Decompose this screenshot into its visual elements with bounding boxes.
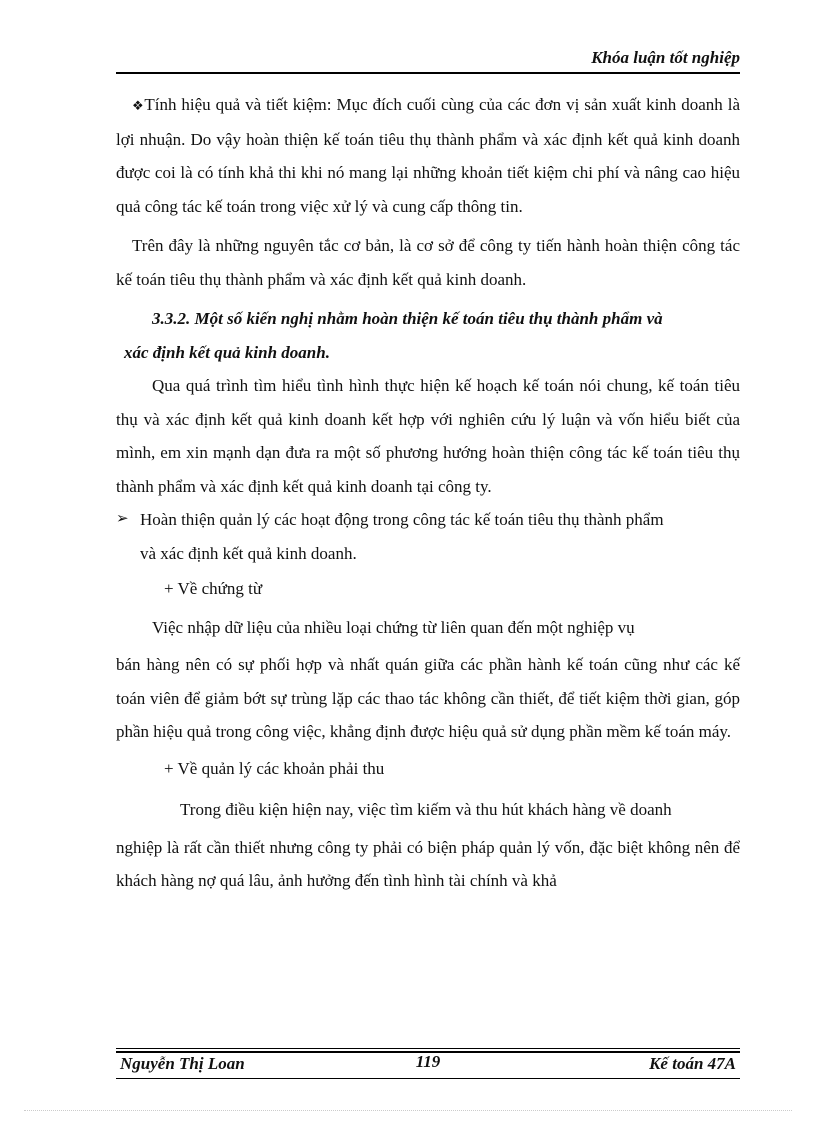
diamond-bullet-icon: ❖ (132, 98, 145, 113)
page-edge-dotted-line (24, 1110, 792, 1111)
footer-page-number: 119 (415, 1052, 441, 1071)
header-divider (116, 72, 740, 74)
paragraph-principles: Trên đây là những nguyên tắc cơ bản, là cơ sở để công ty tiến hành hoàn thiện công tác kế toán tiêu thụ thành phẩm và xác định kết quả kinh doanh. (116, 236, 740, 289)
bullet-item (116, 503, 740, 570)
paragraph-efficiency (116, 88, 740, 223)
section-heading-line1: 3.3.2. Một số kiến nghị nhằm hoàn thiện kế toán tiêu thụ thành phẩm và (152, 309, 663, 328)
page-body (116, 88, 740, 898)
paragraph-efficiency-text: Tính hiệu quả và tiết kiệm: Mục đích cuối cùng của các đơn vị sản xuất kinh doanh là lợi nhuận. Do vậy hoàn thiện kế toán tiêu thụ thành phẩm và xác định kết quả kinh doanh được coi là có tính khả thi khi nó mang lại những khoản tiết kiệm chi phí và nâng cao hiệu quả công tác kế toán trong việc xử lý và cung cấp thông tin. (116, 95, 741, 216)
paragraph-documents-rest: bán hàng nên có sự phối hợp và nhất quán giữa các phần hành kế toán cũng như các kế toán viên để giảm bớt sự trùng lặp các thao tác không cần thiết, để tiết kiệm thời gian, góp phần hiệu quả trong công việc, khẳng định được hiệu quả sử dụng phần mềm kế toán máy. (116, 655, 740, 741)
footer-bottom-divider (116, 1078, 740, 1079)
page-footer (116, 1054, 740, 1078)
section-heading-line2: xác định kết quả kinh doanh. (124, 342, 330, 362)
footer-author: Nguyễn Thị Loan (120, 1054, 245, 1073)
paragraph-documents-line1: Việc nhập dữ liệu của nhiều loại chứng từ liên quan đến một nghiệp vụ (152, 618, 635, 637)
footer-divider-thin (116, 1048, 740, 1049)
bullet-text-line1: Hoàn thiện quản lý các hoạt động trong công tác kế toán tiêu thụ thành phẩm (140, 510, 664, 529)
paragraph-receivables-line1: Trong điều kiện hiện nay, việc tìm kiếm và thu hút khách hàng về doanh (180, 799, 672, 819)
paragraph-introduction: Qua quá trình tìm hiểu tình hình thực hiện kế hoạch kế toán nói chung, kế toán tiêu thụ và xác định kết quả kinh doanh kết hợp với nghiên cứu lý luận và vốn hiểu biết của mình, em xin mạnh dạn đưa ra một số phương hướng hoàn thiện công tác kế toán tiêu thụ thành phẩm và xác định kết quả kinh doanh tại công ty. (116, 376, 740, 496)
subheading-documents: + Về chứng từ (164, 579, 263, 598)
bullet-text-line2: và xác định kết quả kinh doanh. (140, 543, 357, 563)
arrow-bullet-icon: ➢ (116, 511, 129, 527)
paragraph-receivables-rest: nghiệp là rất cần thiết nhưng công ty phải có biện pháp quản lý vốn, đặc biệt không nên để khách hàng nợ quá lâu, ảnh hưởng đến tình hình tài chính và khả (116, 837, 740, 890)
subheading-receivables: + Về quản lý các khoản phải thu (164, 758, 385, 778)
footer-class: Kế toán 47A (649, 1054, 736, 1073)
page-header-title: Khóa luận tốt nghiệp (591, 48, 740, 67)
